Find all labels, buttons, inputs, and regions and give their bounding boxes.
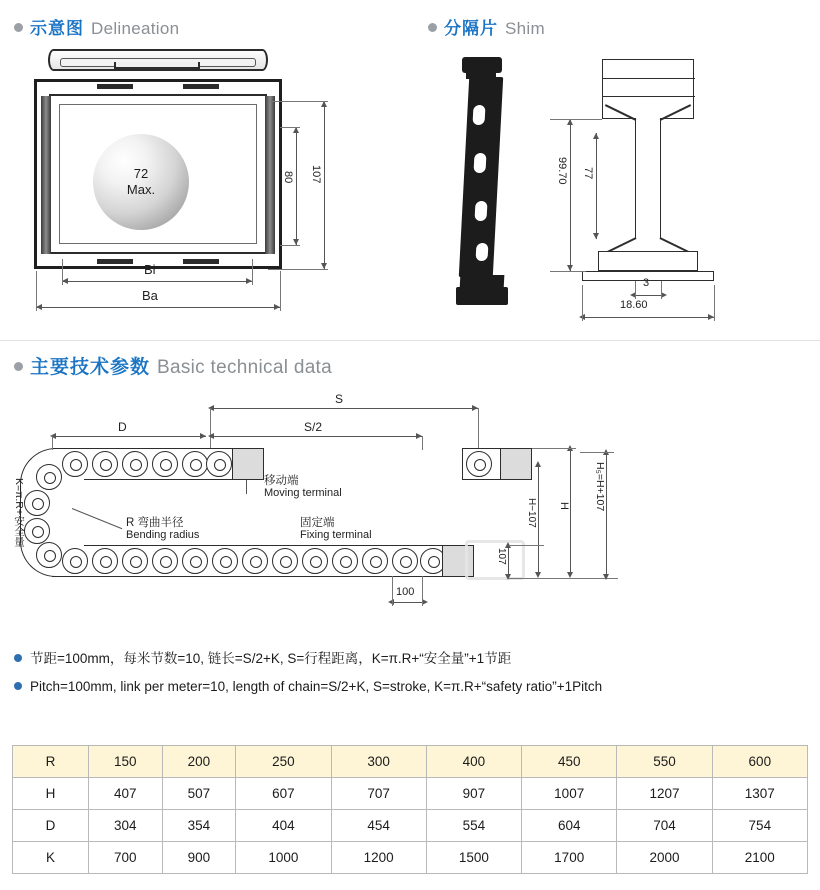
dim-77-arrow-bottom [593,233,599,239]
bending-radius-label-cn: R 弯曲半径 [126,517,184,529]
moving-terminal-label-en: Moving terminal [264,487,342,499]
table-cell: 404 [236,810,331,842]
table-header-cell: 400 [426,746,521,778]
dim-80-tick-top [280,127,300,128]
dim-107-label: 107 [310,165,322,184]
dim-107-tick-top [268,101,328,102]
head-divider-2 [603,96,695,97]
roller [302,548,328,574]
table-row [13,842,808,874]
shim-drawing [430,45,810,335]
section-heading-delineation [14,14,179,39]
note-item-cn [14,650,809,668]
moving-terminal-leader [246,480,247,494]
moving-terminal-endcap [232,448,264,480]
roller [92,548,118,574]
dim-bi-line [62,281,252,282]
table-cell: 1000 [236,842,331,874]
dim-K-label: K=π.R+安全量 [13,478,25,547]
section-heading-shim [428,14,545,39]
dim-77-line [596,133,597,239]
section-title-en: Shim [505,19,545,38]
dim-9970-line [570,119,571,271]
shim-hole-4 [476,243,489,261]
lid-tab [114,62,200,69]
max-diameter-ball [93,134,189,230]
roller [152,451,178,477]
dim-107-label: 107 [496,548,507,565]
note-text: 节距=100mm，每米节数=10, 链长=S/2+K, S=行程距离，K=π.R+“安全量”+1节距 [30,651,512,666]
dim-3-label: 3 [643,277,650,289]
table-cell: 707 [331,778,426,810]
dim-80-tick-bottom [280,245,300,246]
roller [36,464,62,490]
table-cell: 1500 [426,842,521,874]
notes-list [14,650,809,706]
roller [206,451,232,477]
ball-max-label: Max. [126,182,156,197]
watermark-logo [465,540,525,580]
ball-value: 72 [133,165,149,181]
table-cell: 407 [89,778,163,810]
roller [182,451,208,477]
section-heading-basic-technical-data [14,352,332,379]
chain-cross-section-frame [34,79,282,269]
dim-H107-label: H−107 [526,498,537,528]
dim-107-arrow-bottom [505,574,511,580]
table-cell: 354 [162,810,236,842]
dim-bi-tick-right [252,259,253,285]
dim-S2-label: S/2 [304,420,323,434]
dim-D-line [52,436,206,437]
dim-107-line [324,101,325,269]
shim-hole-3 [474,201,487,221]
roller [92,451,118,477]
table-header-cell: 450 [522,746,617,778]
dim-80-line [296,127,297,245]
dim-S-label: S [335,392,344,406]
dim-100-tick-right [422,576,423,606]
dim-1860-label: 18.60 [620,299,648,311]
moving-terminal-label-cn: 移动端 [264,475,299,487]
table-header-row [13,746,808,778]
dim-77-label: 77 [582,167,594,180]
roller [122,451,148,477]
roller [362,548,388,574]
dim-9970-label: 99.70 [556,157,568,185]
bullet-icon [14,654,22,662]
note-text: Pitch=100mm, link per meter=10, length of chain=S/2+K, S=stroke, K=π.R+“safety ratio”+1Pitch [30,679,603,695]
dim-ba-label: Ba [142,288,158,303]
table-header-cell: 300 [331,746,426,778]
chain-technical-diagram [10,390,810,630]
table-cell: 700 [89,842,163,874]
roller [392,548,418,574]
table-cell: 1207 [617,778,712,810]
fixing-terminal-label-cn: 固定端 [300,517,335,529]
head-divider-1 [603,78,695,79]
dim-77-arrow-top [593,133,599,139]
bending-radius-label-en: Bending radius [126,529,200,541]
table-cell: 454 [331,810,426,842]
dim-D-arrow-left [50,433,56,439]
dim-S-tick-right [478,408,479,448]
table-cell: 907 [426,778,521,810]
roller [62,451,88,477]
dim-Hs-arrow-bottom [603,574,609,580]
table-cell: 607 [236,778,331,810]
table-cell: 554 [426,810,521,842]
table-header-cell: R [13,746,89,778]
dim-bi-tick-left [62,259,63,285]
dim-H-line [570,448,571,576]
bullet-icon [428,23,437,32]
roller [62,548,88,574]
top-notch-left [97,84,133,89]
dim-S2-line [210,436,422,437]
dim-Hs-tick-top [580,452,614,453]
roller [242,548,268,574]
fixing-terminal-label-en: Fixing terminal [300,529,372,541]
dim-9970-tick-bottom [550,271,586,272]
dim-H107-line [538,464,539,576]
roller [122,548,148,574]
shim-hole-2 [473,153,486,173]
bullet-icon [14,23,23,32]
roller [212,548,238,574]
dim-H-tick-top [532,448,576,449]
top-notch-right [183,84,219,89]
dim-1860-tick-right [714,285,715,321]
table-cell: 1200 [331,842,426,874]
dim-H-label: H [558,502,570,510]
table-header-cell: 150 [89,746,163,778]
dim-100-arrow-left [388,599,394,605]
dim-3-line [635,295,661,296]
roller [182,548,208,574]
roller [24,518,50,544]
table-cell: 2000 [617,842,712,874]
table-row [13,810,808,842]
table-cell: 304 [89,810,163,842]
shim-3d-view [460,57,506,307]
shim-hole-1 [472,105,485,125]
table-cell: 604 [522,810,617,842]
dim-S2-arrow-left [208,433,214,439]
dim-100-tick-left [392,576,393,606]
dim-S2-tick-right [422,436,423,450]
dim-1860-line [582,317,714,318]
section-title-en: Delineation [91,19,180,38]
dim-1860-tick-left [582,285,583,321]
row-label: D [13,810,89,842]
dim-3-tick-left [635,281,636,299]
row-label: H [13,778,89,810]
table-header-cell: 600 [712,746,807,778]
roller [466,451,492,477]
table-cell: 2100 [712,842,807,874]
table-cell: 704 [617,810,712,842]
bullet-icon [14,362,23,371]
table-cell: 1700 [522,842,617,874]
dim-D-arrow-right [200,433,206,439]
dim-107-line [508,545,509,577]
roller [332,548,358,574]
row-label: K [13,842,89,874]
table-header-cell: 200 [162,746,236,778]
dim-ba-tick-right [280,271,281,311]
dim-S-line [210,408,478,409]
dim-H107-tick [510,545,544,546]
shim-front-base [598,251,698,271]
table-cell: 507 [162,778,236,810]
dim-ba-line [36,307,280,308]
shim-base [456,287,508,305]
table-cell: 754 [712,810,807,842]
table-cell: 900 [162,842,236,874]
table-header-cell: 550 [617,746,712,778]
section-divider [0,340,820,341]
dim-100-label: 100 [396,586,415,598]
bullet-icon [14,682,22,690]
delineation-drawing [18,45,348,320]
dim-S-arrow-left [208,405,214,411]
bottom-notch-left [97,259,133,264]
dim-80-label: 80 [282,171,294,184]
section-title-en: Basic technical data [157,357,333,378]
dim-3-tick-right [661,281,662,299]
roller [36,542,62,568]
table-header-cell: 250 [236,746,331,778]
table-cell: 1307 [712,778,807,810]
dim-S-tick-left [210,408,211,448]
side-rib-right [265,96,275,254]
dim-ba-tick-left [36,271,37,311]
technical-data-table [12,745,808,874]
section-title-cn: 分隔片 [444,19,498,38]
section-title-cn: 主要技术参数 [30,357,151,378]
roller [272,548,298,574]
bottom-notch-right [183,259,219,264]
dim-9970-tick-top [550,119,602,120]
dim-Hs-label: H₅=H+107 [594,462,606,512]
table-row [13,778,808,810]
section-title-cn: 示意图 [30,19,84,38]
right-endcap [500,448,532,480]
dim-bi-label: Bi [144,262,156,277]
roller [24,490,50,516]
dim-107-tick-bottom [268,269,328,270]
roller [152,548,178,574]
dim-Hs-line [606,452,607,578]
shim-front-shaft [635,118,661,238]
dim-H107-arrow-top [535,461,541,467]
dim-100-line [392,602,422,603]
dim-H-tick-bottom [508,578,618,579]
note-item-en [14,678,809,696]
table-cell: 1007 [522,778,617,810]
dim-D-label: D [118,420,127,434]
side-rib-left [41,96,51,254]
dim-D-tick-left [52,436,53,450]
